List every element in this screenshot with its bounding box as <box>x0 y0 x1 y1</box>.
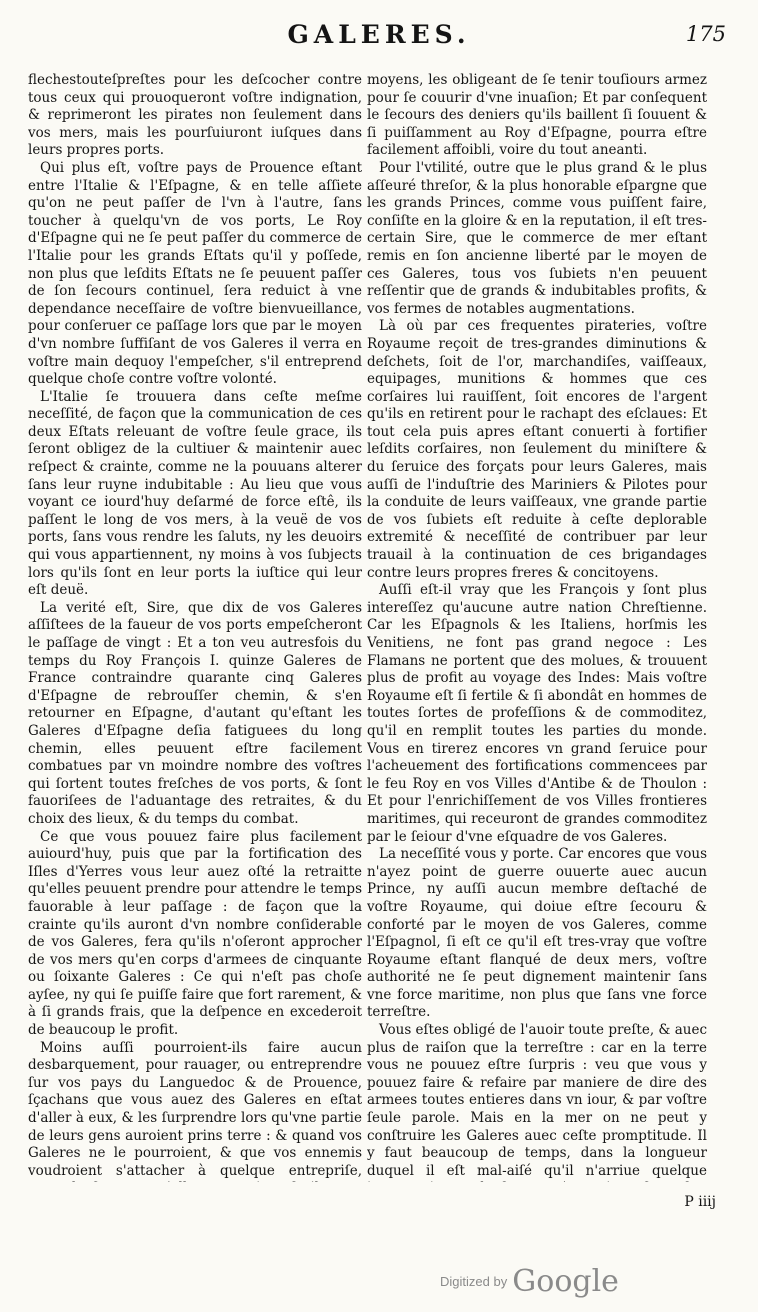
paragraph: Là où par ces frequentes pirateries, voſtre Royaume reçoit de tres-grandes diminutions & deſchets, ſoit de l'or, marchandiſes, vaiſſeaux, equipages, munitions & hommes que ces corſaires lui rauiſſent, ſoit encores de l'argent qu'ils en retirent pour le rachapt des eſclaues: Et tout cela puis apres eſtant conuerti à fortifier leſdits corſaires, non ſeulement du miniſtere & du ſeruice des forçats pour leurs Galeres, mais auſſi de l'induſtrie des Mariniers & Pilotes pour la conduite de leurs vaiſſeaux, vne grande partie de vos ſubiets eſt reduite à ceſte deplorable extremité & neceſſité de contribuer par leur trauail à la continuation de ces brigandages contre leurs propres freres & concitoyens. <box>367 318 707 581</box>
paragraph: Auſſi eſt-il vray que les François y ſont plus intereſſez qu'aucune autre nation Chreſtienne. Car les Eſpagnols & les Italiens, horſmis les Venitiens, ne font pas grand negoce : Les Flamans ne portent que des molues, & trouuent plus de profit au voyage des Indes: Mais voſtre Royaume eſt ſi fertile & ſi abondât en hommes de toutes ſortes de profeſſions & de commoditez, qu'il en remplit toutes les parties du monde. Vous en tirerez encores vn grand ſeruice pour l'acheuement des fortifications commencees par le feu Roy en vos Villes d'Antibe & de Thoulon : Et pour l'enrichiſſement de vos Villes frontieres maritimes, qui receuront de grandes commoditez par le ſeiour d'vne eſquadre de vos Galeres. <box>367 582 707 845</box>
paragraph: La neceſſité vous y porte. Car encores que vous n'ayez point de guerre ouuerte auec aucun Prince, ny auſſi aucun membre deſtaché de voſtre Royaume, qui doiue eſtre ſecouru & conforté par le moyen de vos Galeres, comme l'Eſpagnol, ſi eſt ce qu'il eſt tres-vray que voſtre Royaume eſtant flanqué de deux mers, voſtre authorité ne ſe peut dignement maintenir ſans vne force maritime, non plus que ſans vne force terreſtre. <box>367 846 707 1021</box>
paragraph: Pour l'vtilité, outre que le plus grand & le plus aſſeuré threſor, & la plus honorable eſpargne que les grands Princes, comme vous puiſſent faire, conſiſte en la gloire & en la reputation, il eſt tres-certain Sire, que le commerce de mer eſtant remis en ſon ancienne liberté par le moyen de ces Galeres, tous vos ſubiets n'en peuuent reſſentir que de grands & indubitables profits, & vos fermes de notables augmentations. <box>367 159 707 317</box>
running-title: GALERES. <box>287 20 471 49</box>
paragraph: Ce que vous pouuez faire plus facilement auiourd'huy, puis que par la fortification des Iſles d'Yerres vous leur auez oſté la retraitte qu'elles peuuent prendre pour attendre le temps fauorable à leur paſſage : de façon que la crainte qu'ils auront d'vn nombre conſiderable de vos Galeres, fera qu'ils n'oſeront approcher de vos mers qu'en corps d'armees de cinquante ou ſoixante Galeres : Ce qui n'eſt pas choſe ayſee, ny qui ſe puiſſe faire que fort rarement, & à ſi grands frais, que la deſpence en excederoit de beaucoup le profit. <box>28 828 362 1039</box>
left-column <box>28 72 362 1182</box>
paragraph: Vous eſtes obligé de l'auoir toute preſte, & auec plus de raiſon que la terreſtre : car en la terre vous ne pouuez eſtre ſurpris : veu que vous y pouuez faire & refaire par maniere de dire des armees toutes entieres dans vn iour, & par voſtre ſeule parole. Mais en la mer on ne peut y conſtruire les Galeres auec ceſte promptitude. Il y faut beaucoup de temps, dans la longueur duquel il eſt mal-aiſé qu'il n'arriue quelque <box>367 1022 707 1179</box>
digitized-watermark <box>440 1264 619 1299</box>
paragraph: moyens, les obligeant de ſe tenir touſiours armez pour ſe couurir d'vne inuaſion; Et par conſequent le ſecours des deniers qu'ils baillent ſi ſouuent & ſi puiſſamment au Roy d'Eſpagne, pourra eſtre facilement affoibli, voire du tout aneanti. <box>367 72 707 159</box>
right-column <box>367 72 707 1182</box>
paragraph: L'Italie ſe trouuera dans ceſte meſme neceſſité, de façon que la communication de ces deux Eſtats releuant de voſtre ſeule grace, ils ſeront obligez de la cultiuer & maintenir auec reſpect & crainte, comme ne la pouuans alterer ſans leur ruyne indubitable : Au lieu que vous voyant ce iourd'huy deſarmé de force eſtê, ils paſſent le long de vos mers, à la veuë de vos ports, ſans vous rendre les ſaluts, ny les deuoirs qui vous appartiennent, ny moins à vos ſubjects lors qu'ils ſont en leur ports la iuſtice qui leur eſt deuë. <box>28 388 362 599</box>
watermark-brand: Google <box>512 1264 619 1299</box>
paragraph: Qui plus eſt, voſtre pays de Prouence eſtant entre l'Italie & l'Eſpagne, & en telle aſſiete qu'on ne peut paſſer de l'vn à l'autre, ſans toucher à quelqu'vn de vos ports, Le Roy d'Eſpagne qui ne ſe peut paſſer du commerce de l'Italie pour les grands Eſtats qu'il y poſſede, non plus que leſdits Eſtats ne ſe peuuent paſſer de ſon ſecours continuel, ſera reduict à vne dependance neceſſaire de voſtre bienvueillance, pour conſeruer ce paſſage lors que par le moyen d'vn nombre ſuffiſant de vos Galeres il verra en voſtre main dequoy l'empeſcher, s'il entreprend quelque choſe contre voſtre volonté. <box>28 159 362 388</box>
signature-mark: P iiij <box>684 1194 716 1210</box>
paragraph: flechestouteſpreſtes pour les deſcocher contre tous ceux qui prouoqueront voſtre indignation, & reprimeront les pirates non ſeulement dans vos mers, mais les pourſuiuront iuſques dans leurs propres ports. <box>28 72 362 159</box>
paragraph: Moins auſſi pourroient-ils faire aucun desbarquement, pour rauager, ou entreprendre ſur vos pays du Languedoc & de Prouence, ſçachans que vous auez des Galeres en eſtat d'aller à eux, & les ſurprendre lors qu'vne partie de leurs gens auroient prins terre : & quand vos Galeres ne le pourroient, & que vos ennemis voudroient s'attacher à quelque entrepriſe, <box>28 1039 362 1179</box>
paragraph: La verité eſt, Sire, que dix de vos Galeres aſſiſtees de la faueur de vos ports empeſcheront le paſſage de vingt : Et a ton veu autresfois du temps du Roy François I. quinze Galeres de France contraindre quarante cinq Galeres d'Eſpagne de rebrouſſer chemin, & s'en retourner en Eſpagne, d'autant qu'eſtant les Galeres d'Eſpagne deſia fatiguees du long chemin, elles peuuent eſtre facilement combatues par vn moindre nombre des voſtres qui ſortent toutes freſches de vos ports, & ſont fauoriſees de l'aduantage des retraites, & du choix des lieux, & du temps du combat. <box>28 599 362 827</box>
page-number: 175 <box>685 22 726 46</box>
watermark-prefix: Digitized by <box>440 1274 508 1289</box>
page-header <box>0 18 758 58</box>
